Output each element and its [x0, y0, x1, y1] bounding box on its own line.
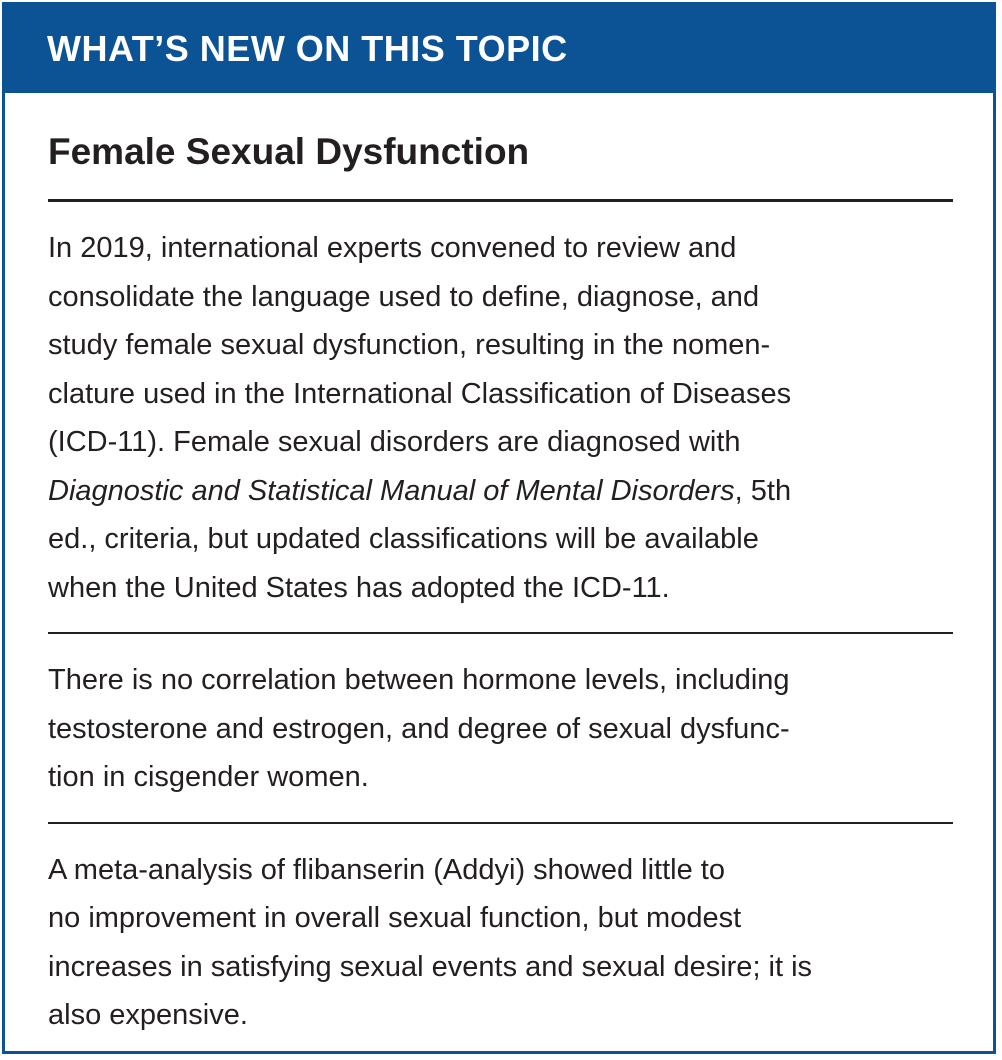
text-line: when the United States has adopted the ICD-11.: [48, 571, 670, 604]
text-line: There is no correlation between hormone levels, including: [48, 664, 790, 696]
text-line: testosterone and estrogen, and degree of sexual dysfunc-: [48, 712, 790, 745]
whats-new-box: [2, 2, 996, 1054]
text-line: study female sexual dysfunction, resulting in the nomen-: [48, 329, 771, 361]
text-line: (ICD-11). Female sexual disorders are diagnosed with: [48, 426, 741, 458]
paragraph-1: [48, 202, 953, 632]
text-line: also expensive.: [48, 999, 248, 1031]
text-line: increases in satisfying sexual events and sexual desire; it is: [48, 950, 813, 983]
text-line: ed., criteria, but updated classifications will be available: [48, 523, 759, 555]
text-line: In 2019, international experts convened to review and: [48, 232, 737, 264]
text-suffix: , 5th: [734, 474, 792, 507]
text-line: tion in cisgender women.: [48, 761, 369, 793]
text-line: no improvement in overall sexual function, but modest: [48, 902, 742, 934]
text-line: A meta-analysis of flibanserin (Addyi) showed little to: [48, 853, 725, 886]
text-line: [48, 467, 953, 516]
text-line: consolidate the language used to define, diagnose, and: [48, 280, 760, 313]
topic-title: Female Sexual Dysfunction: [48, 131, 530, 172]
box-header: WHAT’S NEW ON THIS TOPIC: [5, 5, 993, 93]
box-content: [48, 93, 953, 1060]
paragraph-2: [48, 634, 953, 822]
text-line: clature used in the International Classification of Diseases: [48, 377, 792, 410]
paragraph-3: [48, 824, 953, 1060]
dsm-title: Diagnostic and Statistical Manual of Mental Disorders: [48, 474, 735, 507]
